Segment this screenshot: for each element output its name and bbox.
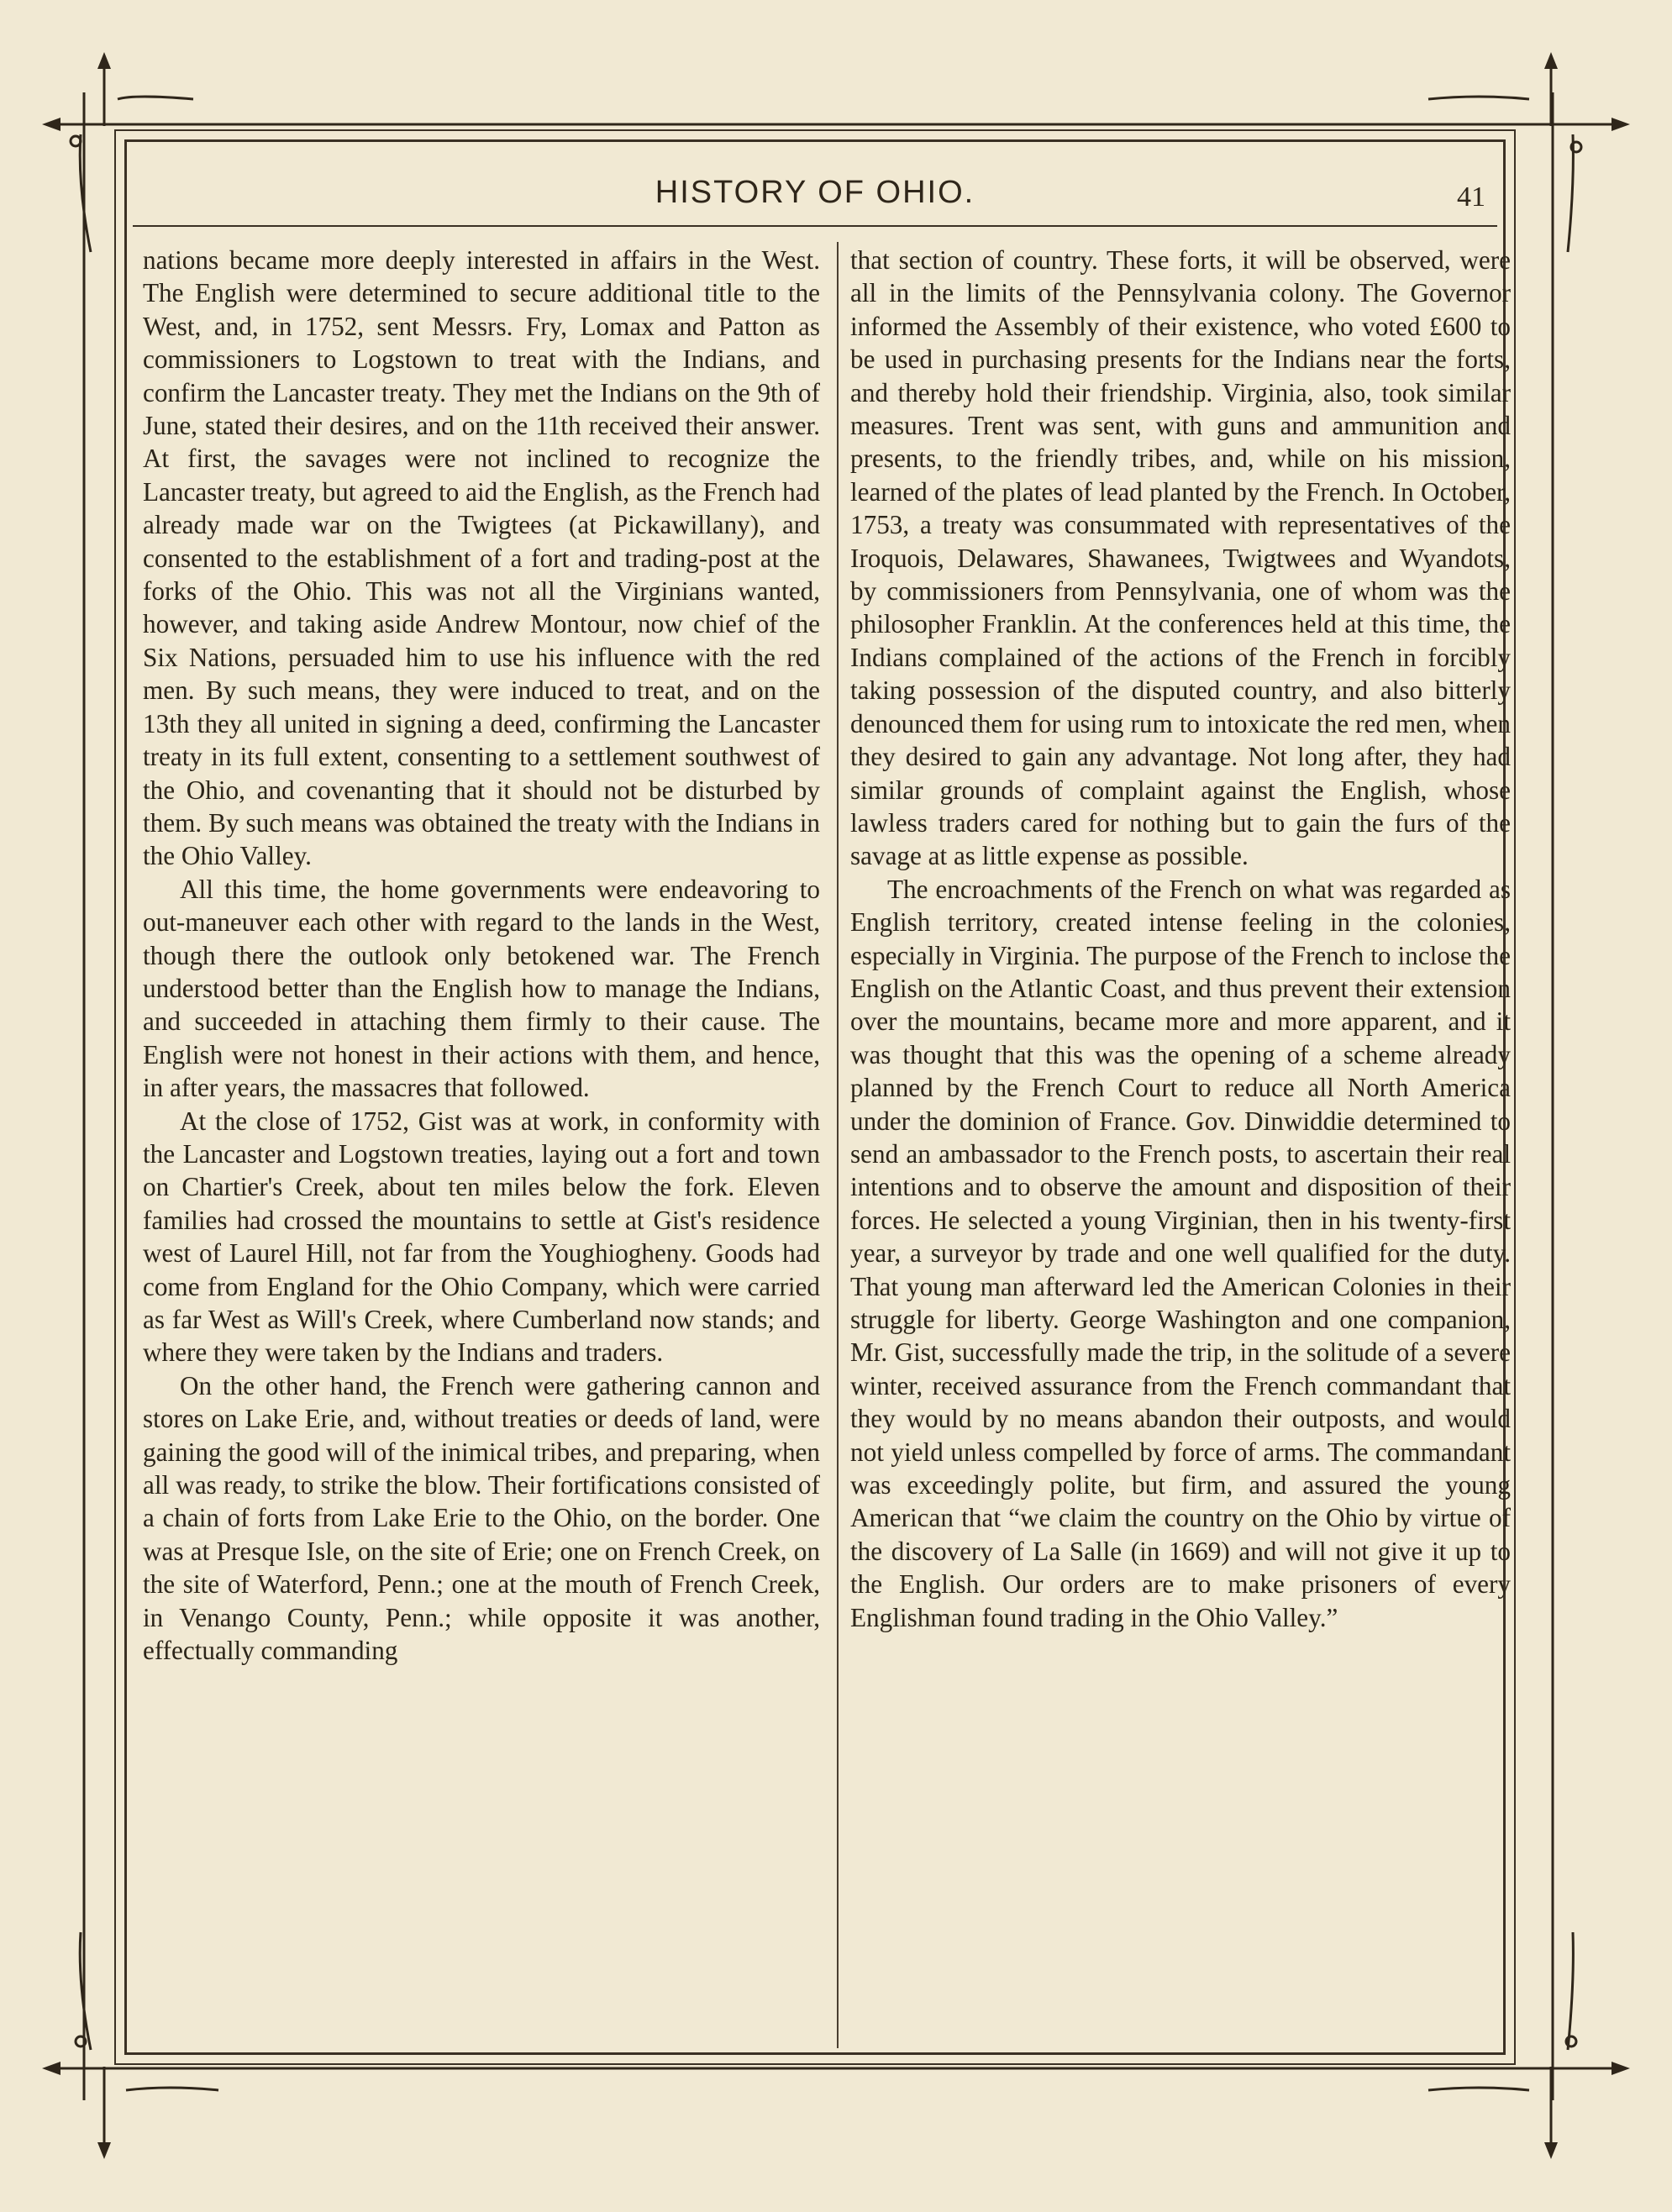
running-title: HISTORY OF OHIO. (655, 175, 975, 210)
page-header (133, 168, 1497, 218)
right-column (850, 244, 1511, 2041)
paragraph: At the close of 1752, Gist was at work, in conformity with the Lancaster and Logstown treaties, laying out a fort and town on Chartier's Creek, about ten miles below the fork. Eleven families had crossed the mountains to settle at Gist's residence west of Laurel Hill, not far from the Youghiogheny. Goods had come from England for the Ohio Company, which were carried as far West as Will's Creek, where Cumberland now stands; and where they were taken by the Indians and traders. (143, 1106, 820, 1368)
paragraph: that section of country. These forts, it will be observed, were all in the limits of the Pennsylvania colony. The Governor informed the Assembly of their existence, who voted £600 to be used in purchasing presents for the Indians near the forts, and thereby hold their friendship. Virginia, also, took similar measures. Trent was sent, with guns and ammunition and presents, to the friendly tribes, and, while on his mission, learned of the plates of lead planted by the French. In October, 1753, a treaty was consummated with representatives of the Iroquois, Delawares, Shawanees, Twigtwees and Wyandots, by commissioners from Pennsylvania, one of whom was the philosopher Franklin. At the conferences held at this time, the Indians complained of the actions of the French in forcibly taking possession of the disputed country, and also bitterly denounced them for using rum to intoxicate the red men, when they desired to gain any advantage. Not long after, they had similar grounds of complaint against the English, whose lawless traders cared for nothing but to gain the furs of the savage at as little expense as possible. (850, 245, 1511, 871)
header-rule (133, 225, 1497, 227)
paragraph: The encroachments of the French on what was regarded as English territory, created intense feeling in the colonies, especially in Virginia. The purpose of the French to inclose the English on the Atlantic Coast, and thus prevent their extension over the mountains, became more and more apparent, and it was thought that this was the opening of a scheme already planned by the French Court to reduce all North America under the dominion of France. Gov. Dinwiddie determined to send an ambassador to the French posts, to ascertain their real intentions and to observe the amount and disposition of their forces. He selected a young Virginian, then in his twenty-first year, a surveyor by trade and one well qualified for the duty. That young man afterward led the American Colonies in their struggle for liberty. George Washington and one companion, Mr. Gist, successfully made the trip, in the solitude of a severe winter, received assurance from the French commandant that they would by no means abandon their outposts, and would not yield unless compelled by force of arms. The commandant was exceedingly polite, but firm, and assured the young American that “we claim the country on the Ohio by virtue of the discovery of La Salle (in 1669) and will not give it up to the English. Our orders are to make prisoners of every Englishman found trading in the Ohio Valley.” (850, 874, 1511, 1632)
paragraph: All this time, the home governments were endeavoring to out-maneuver each other with regard to the lands in the West, though there the outlook only betokened war. The French understood better than the English how to manage the Indians, and succeeded in attaching them firmly to their cause. The English were not honest in their actions with them, and hence, in after years, the massacres that followed. (143, 874, 820, 1103)
paragraph: nations became more deeply interested in affairs in the West. The English were determined to secure additional title to the West, and, in 1752, sent Messrs. Fry, Lomax and Patton as commissioners to Logstown to treat with the Indians, and confirm the Lancaster treaty. They met the Indians on the 9th of June, stated their desires, and on the 11th received their answer. At first, the savages were not inclined to recognize the Lancaster treaty, but agreed to aid the English, as the French had already made war on the Twigtees (at Pickawillany), and consented to the establishment of a fort and trading-post at the forks of the Ohio. This was not all the Virginians wanted, however, and taking aside Andrew Montour, now chief of the Six Nations, persuaded him to use his influence with the red men. By such means, they were induced to treat, and on the 13th they all united in signing a deed, confirming the Lancaster treaty in its full extent, consenting to a settlement southwest of the Ohio, and covenanting that it should not be disturbed by them. By such means was obtained the treaty with the Indians in the Ohio Valley. (143, 245, 820, 871)
left-column (143, 244, 820, 2041)
paragraph: On the other hand, the French were gathering cannon and stores on Lake Erie, and, without treaties or deeds of land, were gaining the good will of the inimical tribes, and preparing, when all was ready, to strike the blow. Their fortifications consisted of a chain of forts from Lake Erie to the Ohio, on the border. One was at Presque Isle, on the site of Erie; one on French Creek, on the site of Waterford, Penn.; one at the mouth of French Creek, in Venango County, Penn.; while opposite it was another, effectually commanding (143, 1370, 820, 1666)
page-number: 41 (1457, 181, 1485, 213)
column-divider (837, 242, 839, 2048)
